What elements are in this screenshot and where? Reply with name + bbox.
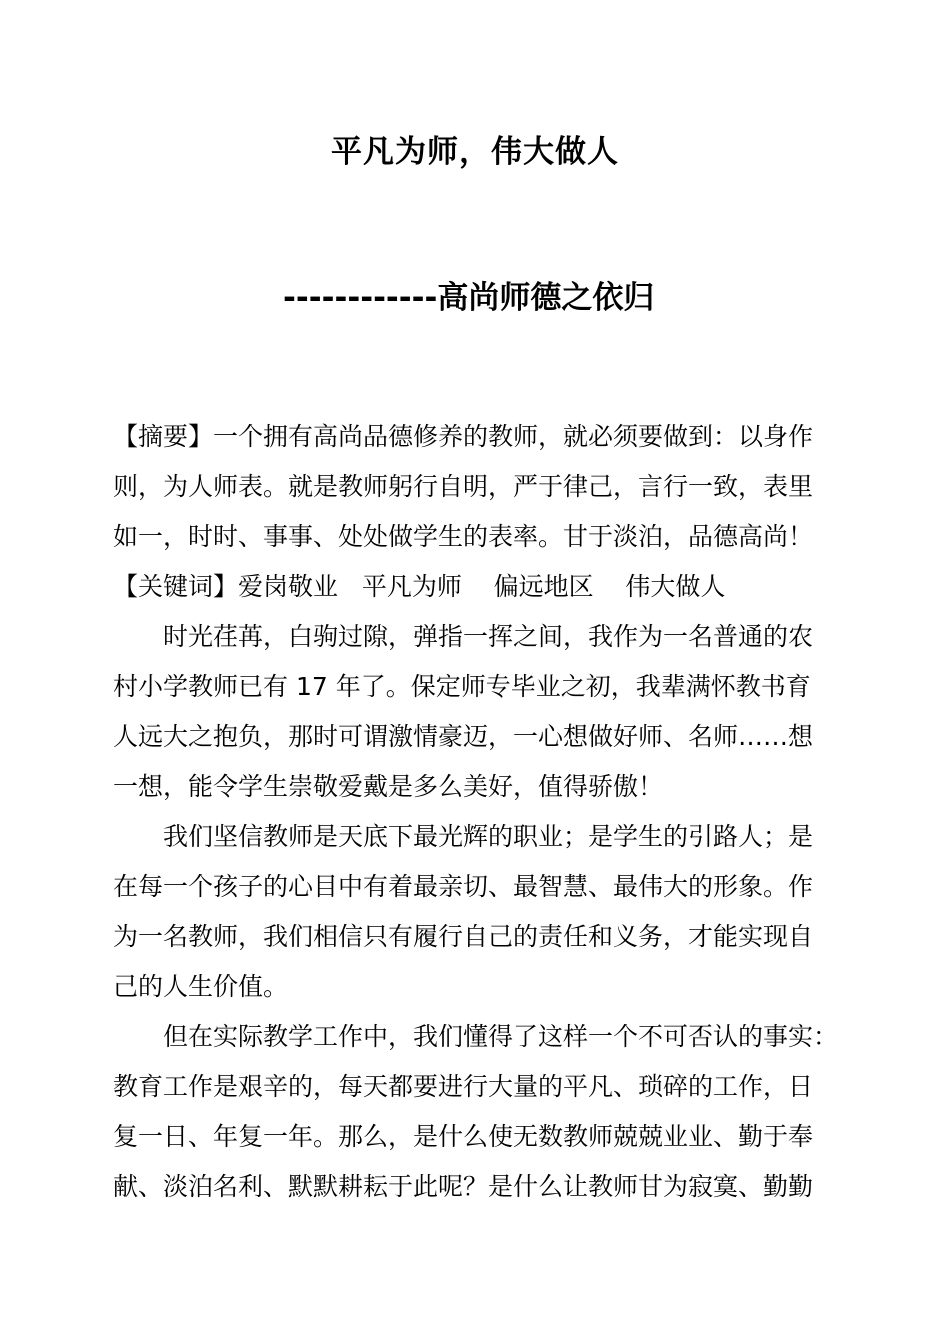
paragraph-line: 人远大之抱负，那时可谓激情豪迈，一心想做好师、名师……想 bbox=[113, 722, 814, 751]
abstract-line: 则，为人师表。就是教师躬行自明，严于律己，言行一致，表里 bbox=[113, 472, 814, 501]
body-paragraph-3 bbox=[113, 1012, 863, 1212]
paragraph-line: 复一日、年复一年。那么，是什么使无数教师兢兢业业、勤于奉 bbox=[113, 1122, 814, 1151]
keywords-line: 【关键词】爱岗敬业 平凡为师 偏远地区 伟大做人 bbox=[113, 572, 726, 601]
document-subtitle: ------------高尚师德之依归 bbox=[283, 280, 655, 316]
paragraph-line: 但在实际教学工作中，我们懂得了这样一个不可否认的事实： bbox=[163, 1022, 839, 1051]
paragraph-line: 为一名教师，我们相信只有履行自己的责任和义务，才能实现自 bbox=[113, 922, 814, 951]
body-paragraph-2 bbox=[113, 812, 863, 1012]
paragraph-line: 一想，能令学生崇敬爱戴是多么美好，值得骄傲！ bbox=[113, 772, 664, 801]
document-body bbox=[113, 412, 863, 1212]
paragraph-line: 时光荏苒，白驹过隙，弹指一挥之间，我作为一名普通的农 bbox=[163, 622, 814, 651]
abstract-line: 如一，时时、事事、处处做学生的表率。甘于淡泊，品德高尚！ bbox=[113, 522, 814, 551]
paragraph-line: 村小学教师已有 17 年了。保定师专毕业之初，我辈满怀教书育 bbox=[113, 672, 811, 701]
paragraph-line: 教育工作是艰辛的，每天都要进行大量的平凡、琐碎的工作，日 bbox=[113, 1072, 814, 1101]
document-title: 平凡为师，伟大做人 bbox=[331, 134, 619, 170]
paragraph-line: 在每一个孩子的心目中有着最亲切、最智慧、最伟大的形象。作 bbox=[113, 872, 814, 901]
paragraph-line: 己的人生价值。 bbox=[113, 972, 289, 1001]
abstract-paragraph bbox=[113, 412, 863, 562]
paragraph-line: 我们坚信教师是天底下最光辉的职业；是学生的引路人；是 bbox=[163, 822, 814, 851]
paragraph-line: 献、淡泊名利、默默耕耘于此呢？是什么让教师甘为寂寞、勤勤 bbox=[113, 1172, 814, 1201]
keywords-paragraph bbox=[113, 562, 863, 612]
body-paragraph-1 bbox=[113, 612, 863, 812]
abstract-line: 【摘要】一个拥有高尚品德修养的教师，就必须要做到：以身作 bbox=[113, 422, 814, 451]
